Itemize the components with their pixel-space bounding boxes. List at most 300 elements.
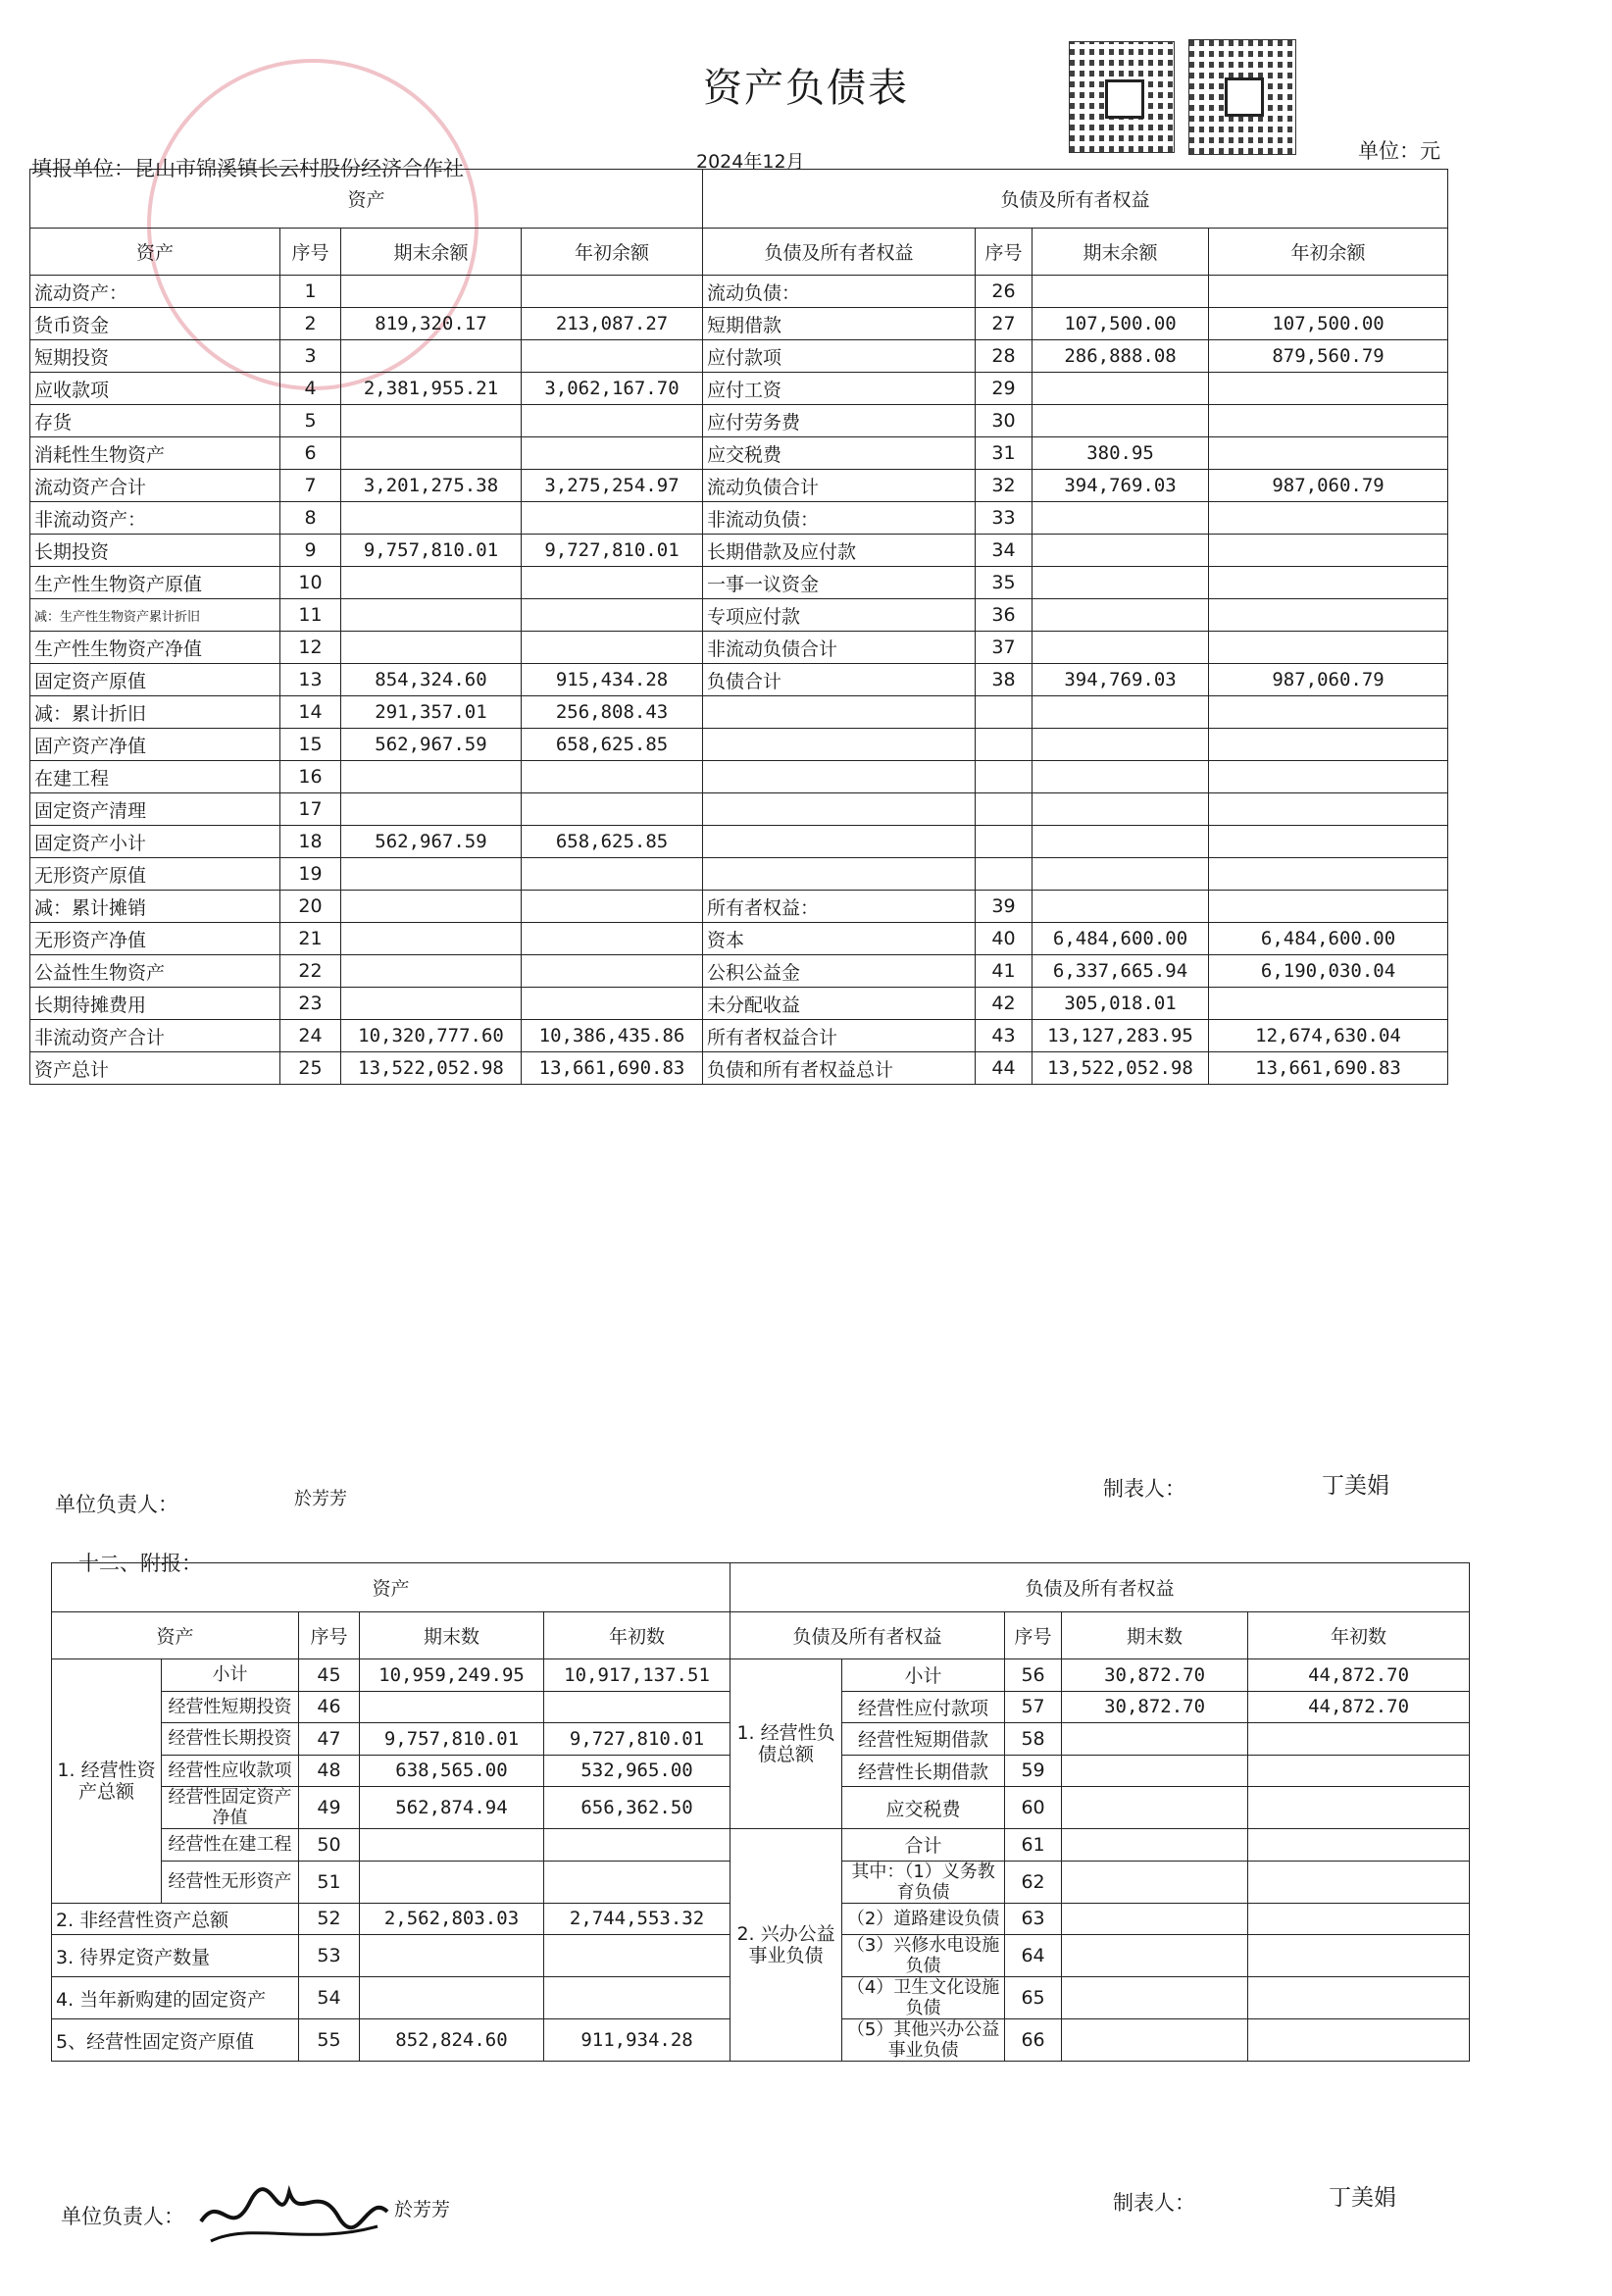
liab-seq: 37 [976,632,1033,664]
asset-name: 非流动资产合计 [30,1020,280,1052]
asset-seq: 8 [280,502,341,535]
asset-end-value [341,923,522,955]
report-period: 2024年12月 [696,151,805,173]
asset-seq: 25 [280,1052,341,1085]
liab-seq: 35 [976,567,1033,599]
liab-begin-value [1248,1755,1470,1787]
asset-begin-value [522,599,703,632]
asset-begin-value: 3,275,254.97 [522,470,703,502]
asset-end-value: 852,824.60 [360,2019,544,2062]
asset-end-value: 9,757,810.01 [360,1723,544,1756]
liab-end-value [1033,826,1209,858]
asset-begin-value: 13,661,690.83 [522,1052,703,1085]
liab-seq: 59 [1005,1755,1062,1787]
liab-end-value: 30,872.70 [1062,1691,1248,1723]
asset-begin-value [522,793,703,826]
asset-name: 生产性生物资产原值 [30,567,280,599]
asset-end-value [360,1861,544,1903]
col-asset-header: 资产 [30,229,280,276]
asset-begin-value: 2,744,553.32 [544,1903,730,1935]
asset-begin-value: 10,386,435.86 [522,1020,703,1052]
table-row [30,826,1448,858]
liab-begin-value [1248,1977,1470,2019]
liab-seq: 65 [1005,1977,1062,2019]
asset-begin-value: 3,062,167.70 [522,373,703,405]
asset-name: 在建工程 [30,761,280,793]
asset-end-value: 562,967.59 [341,729,522,761]
asset-end-value [341,632,522,664]
liab-end-value [1033,599,1209,632]
asset-name: 非流动资产： [30,502,280,535]
main-maker-name: 丁美娟 [1322,1473,1389,1499]
app-responsible-name: 於芳芳 [394,2199,451,2220]
liab-seq: 38 [976,664,1033,696]
main-responsible-name: 於芳芳 [294,1489,347,1509]
liab-seq: 30 [976,405,1033,437]
liab-seq: 34 [976,535,1033,567]
asset-name: 固定资产原值 [30,664,280,696]
asset-seq: 20 [280,891,341,923]
liab-end-value [1062,1861,1248,1903]
liab-seq: 66 [1005,2019,1062,2062]
asset-name: 消耗性生物资产 [30,437,280,470]
app-col-begin: 年初数 [544,1612,730,1659]
asset-name: 无形资产净值 [30,923,280,955]
liab-end-value [1033,405,1209,437]
signature-icon [191,2163,397,2251]
page-title: 资产负债表 [703,66,909,111]
col-end2-header: 期末余额 [1033,229,1209,276]
liab-name: 合计 [842,1829,1005,1862]
asset-seq: 1 [280,276,341,308]
asset-seq: 54 [299,1977,360,2019]
asset-begin-value [522,891,703,923]
asset-end-value [360,1829,544,1862]
asset-begin-value: 911,934.28 [544,2019,730,2062]
liab-seq [976,696,1033,729]
table-row [30,437,1448,470]
table-row [30,373,1448,405]
liab-end-value [1062,1787,1248,1829]
asset-name: 固定资产小计 [30,826,280,858]
asset-name: 存货 [30,405,280,437]
liab-name [703,761,976,793]
asset-name: 经营性在建工程 [162,1829,299,1862]
asset-name: 公益性生物资产 [30,955,280,988]
asset-name: 长期待摊费用 [30,988,280,1020]
liab-begin-value [1209,567,1448,599]
asset-begin-value: 256,808.43 [522,696,703,729]
asset-begin-value [522,340,703,373]
asset-begin-value: 532,965.00 [544,1755,730,1787]
liab-end-value [1062,1723,1248,1756]
asset-begin-value: 10,917,137.51 [544,1659,730,1692]
liab-begin-value: 6,484,600.00 [1209,923,1448,955]
asset-begin-value: 915,434.28 [522,664,703,696]
asset-seq: 12 [280,632,341,664]
table-row [30,793,1448,826]
liab-seq [976,729,1033,761]
liab-begin-value [1209,696,1448,729]
app-col-asset: 资产 [52,1612,299,1659]
asset-name: 经营性应收款项 [162,1755,299,1787]
liab-seq: 29 [976,373,1033,405]
balance-sheet-table [29,169,1448,1085]
liab-seq: 39 [976,891,1033,923]
asset-end-value [360,1935,544,1977]
asset-end-value [341,955,522,988]
liab-begin-value [1209,502,1448,535]
asset-begin-value [522,988,703,1020]
liab-begin-value: 13,661,690.83 [1209,1052,1448,1085]
asset-seq: 11 [280,599,341,632]
asset-name: 减：累计摊销 [30,891,280,923]
table-row [30,1020,1448,1052]
asset-name: 减：累计折旧 [30,696,280,729]
app-col-seq: 序号 [299,1612,360,1659]
table-row [30,988,1448,1020]
table-row [30,470,1448,502]
asset-name: 短期投资 [30,340,280,373]
liab-seq: 62 [1005,1861,1062,1903]
liab-begin-value [1248,1829,1470,1862]
col-seq2-header: 序号 [976,229,1033,276]
asset-end-value [341,502,522,535]
asset-end-value: 291,357.01 [341,696,522,729]
asset-seq: 55 [299,2019,360,2062]
liab-end-value: 394,769.03 [1033,470,1209,502]
liab-end-value [1033,793,1209,826]
asset-seq: 24 [280,1020,341,1052]
app-col-end2: 期末数 [1062,1612,1248,1659]
liab-begin-value [1209,988,1448,1020]
unit-company: 填报单位：昆山市锦溪镇长云村股份经济合作社 [31,157,464,180]
liab-begin-value [1248,1787,1470,1829]
liab-name: 流动负债合计 [703,470,976,502]
liab-name: 非流动负债： [703,502,976,535]
table-row [30,567,1448,599]
liab-name: 应交税费 [703,437,976,470]
liab-end-value [1033,858,1209,891]
qr-code-icon [1069,41,1175,153]
liab-end-value: 6,337,665.94 [1033,955,1209,988]
group-public-liab: 2. 兴办公益事业负债 [730,1829,842,2062]
liab-seq: 64 [1005,1935,1062,1977]
asset-seq: 52 [299,1903,360,1935]
asset-end-value: 13,522,052.98 [341,1052,522,1085]
table-row [30,923,1448,955]
asset-begin-value: 9,727,810.01 [544,1723,730,1756]
liab-name: 未分配收益 [703,988,976,1020]
liab-name: （4）卫生文化设施负债 [842,1977,1005,2019]
liab-end-value [1033,276,1209,308]
liab-end-value [1033,729,1209,761]
asset-end-value: 2,381,955.21 [341,373,522,405]
liab-end-value [1033,567,1209,599]
liab-name: 应付劳务费 [703,405,976,437]
liab-end-value: 286,888.08 [1033,340,1209,373]
asset-name: 资产总计 [30,1052,280,1085]
app-maker-label: 制表人： [1113,2191,1195,2215]
asset-end-value: 2,562,803.03 [360,1903,544,1935]
liab-end-value [1033,535,1209,567]
table-row [52,1829,1470,1862]
asset-begin-value [522,923,703,955]
asset-seq: 3 [280,340,341,373]
liab-name: 负债和所有者权益总计 [703,1052,976,1085]
liab-begin-value [1209,891,1448,923]
asset-name: 应收款项 [30,373,280,405]
liab-end-value [1033,502,1209,535]
asset-name: 减：生产性生物资产累计折旧 [30,599,280,632]
asset-name: 2. 非经营性资产总额 [52,1903,299,1935]
asset-begin-value: 213,087.27 [522,308,703,340]
section-liab-header: 负债及所有者权益 [703,170,1448,229]
liab-end-value: 13,522,052.98 [1033,1052,1209,1085]
asset-seq: 6 [280,437,341,470]
liab-begin-value: 987,060.79 [1209,664,1448,696]
liab-name: （5）其他兴办公益事业负债 [842,2019,1005,2062]
liab-seq: 42 [976,988,1033,1020]
app-col-seq2: 序号 [1005,1612,1062,1659]
liab-seq: 27 [976,308,1033,340]
liab-name [703,696,976,729]
liab-seq: 33 [976,502,1033,535]
col-seq-header: 序号 [280,229,341,276]
asset-seq: 13 [280,664,341,696]
asset-begin-value [544,1977,730,2019]
liab-begin-value [1209,599,1448,632]
main-responsible-label: 单位负责人： [55,1493,178,1516]
liab-seq: 26 [976,276,1033,308]
liab-begin-value [1209,826,1448,858]
asset-name: 经营性固定资产净值 [162,1787,299,1829]
liab-end-value [1033,373,1209,405]
asset-end-value [341,891,522,923]
asset-name: 固定资产清理 [30,793,280,826]
liab-begin-value [1209,761,1448,793]
liab-name: （3）兴修水电设施负债 [842,1935,1005,1977]
liab-seq: 58 [1005,1723,1062,1756]
liab-end-value [1033,696,1209,729]
liab-name: 一事一议资金 [703,567,976,599]
currency-unit: 单位：元 [1358,139,1440,163]
table-row [30,535,1448,567]
liab-end-value: 13,127,283.95 [1033,1020,1209,1052]
liab-end-value [1062,1935,1248,1977]
asset-end-value: 562,967.59 [341,826,522,858]
liab-name [703,826,976,858]
table-row [30,664,1448,696]
liab-begin-value [1248,1861,1470,1903]
asset-seq: 51 [299,1861,360,1903]
group-operating-liab: 1. 经营性负债总额 [730,1659,842,1829]
liab-seq: 60 [1005,1787,1062,1829]
table-row [30,858,1448,891]
liab-end-value: 6,484,600.00 [1033,923,1209,955]
liab-name: 非流动负债合计 [703,632,976,664]
asset-begin-value [522,502,703,535]
asset-begin-value: 9,727,810.01 [522,535,703,567]
liab-end-value [1033,891,1209,923]
liab-begin-value [1209,535,1448,567]
app-col-liab: 负债及所有者权益 [730,1612,1005,1659]
asset-begin-value [544,1691,730,1723]
asset-end-value [341,405,522,437]
asset-seq: 5 [280,405,341,437]
liab-begin-value [1209,632,1448,664]
liab-seq [976,793,1033,826]
table-row [30,761,1448,793]
liab-name: 应付款项 [703,340,976,373]
liab-end-value [1033,632,1209,664]
asset-end-value [341,276,522,308]
asset-seq: 22 [280,955,341,988]
liab-end-value [1062,2019,1248,2062]
liab-end-value: 305,018.01 [1033,988,1209,1020]
liab-name: 应付工资 [703,373,976,405]
asset-seq: 4 [280,373,341,405]
asset-seq: 50 [299,1829,360,1862]
app-responsible-label: 单位负责人： [61,2205,184,2228]
asset-begin-value [522,858,703,891]
asset-name: 无形资产原值 [30,858,280,891]
asset-name: 长期投资 [30,535,280,567]
asset-seq: 21 [280,923,341,955]
asset-end-value [341,437,522,470]
asset-seq: 47 [299,1723,360,1756]
asset-seq: 2 [280,308,341,340]
table-row [30,276,1448,308]
asset-name: 流动资产： [30,276,280,308]
liab-name: 经营性应付款项 [842,1691,1005,1723]
liab-begin-value [1248,1723,1470,1756]
liab-seq: 57 [1005,1691,1062,1723]
liab-seq: 56 [1005,1659,1062,1692]
app-col-end: 期末数 [360,1612,544,1659]
asset-end-value [341,567,522,599]
app-col-begin2: 年初数 [1248,1612,1470,1659]
liab-begin-value [1209,405,1448,437]
liab-begin-value [1209,437,1448,470]
asset-begin-value: 656,362.50 [544,1787,730,1829]
asset-name: 3. 待界定资产数量 [52,1935,299,1977]
asset-end-value [341,858,522,891]
asset-seq: 19 [280,858,341,891]
liab-name: 负债合计 [703,664,976,696]
app-maker-name: 丁美娟 [1329,2185,1396,2211]
liab-begin-value: 44,872.70 [1248,1659,1470,1692]
asset-end-value: 10,959,249.95 [360,1659,544,1692]
asset-begin-value [522,405,703,437]
liab-begin-value [1248,1935,1470,1977]
liab-seq [976,858,1033,891]
app-section-assets: 资产 [52,1563,730,1612]
table-row [30,599,1448,632]
asset-begin-value: 658,625.85 [522,826,703,858]
col-liab-header: 负债及所有者权益 [703,229,976,276]
liab-seq [976,761,1033,793]
liab-begin-value [1209,793,1448,826]
liab-begin-value [1248,1903,1470,1935]
asset-name: 生产性生物资产净值 [30,632,280,664]
asset-begin-value [544,1829,730,1862]
liab-begin-value: 107,500.00 [1209,308,1448,340]
liab-begin-value [1209,858,1448,891]
table-row [30,696,1448,729]
asset-name: 经营性长期投资 [162,1723,299,1756]
liab-name: 所有者权益： [703,891,976,923]
asset-end-value [360,1691,544,1723]
appendix-title: 十二、附报： [78,1552,202,1575]
asset-end-value: 562,874.94 [360,1787,544,1829]
liab-name: 小计 [842,1659,1005,1692]
asset-name: 货币资金 [30,308,280,340]
col-begin2-header: 年初余额 [1209,229,1448,276]
asset-end-value: 854,324.60 [341,664,522,696]
liab-begin-value: 879,560.79 [1209,340,1448,373]
liab-begin-value [1248,2019,1470,2062]
asset-seq: 49 [299,1787,360,1829]
liab-end-value [1062,1755,1248,1787]
liab-name: 资本 [703,923,976,955]
asset-end-value [341,599,522,632]
qr-code-icon [1188,39,1296,155]
liab-seq [976,826,1033,858]
liab-begin-value: 987,060.79 [1209,470,1448,502]
table-row [30,729,1448,761]
asset-end-value [341,793,522,826]
asset-seq: 48 [299,1755,360,1787]
liab-seq: 43 [976,1020,1033,1052]
main-maker-label: 制表人： [1103,1477,1185,1501]
app-section-liab: 负债及所有者权益 [730,1563,1470,1612]
liab-seq: 31 [976,437,1033,470]
asset-begin-value [544,1935,730,1977]
liab-name: （2）道路建设负债 [842,1903,1005,1935]
liab-end-value [1062,1829,1248,1862]
table-row [30,632,1448,664]
asset-end-value [360,1977,544,2019]
table-row [30,891,1448,923]
asset-end-value: 9,757,810.01 [341,535,522,567]
liab-end-value: 30,872.70 [1062,1659,1248,1692]
asset-seq: 46 [299,1691,360,1723]
liab-seq: 28 [976,340,1033,373]
liab-name [703,729,976,761]
asset-seq: 14 [280,696,341,729]
liab-name: 经营性长期借款 [842,1755,1005,1787]
liab-name: 经营性短期借款 [842,1723,1005,1756]
table-row [30,308,1448,340]
liab-begin-value: 12,674,630.04 [1209,1020,1448,1052]
liab-seq: 32 [976,470,1033,502]
liab-seq: 40 [976,923,1033,955]
liab-begin-value [1209,729,1448,761]
asset-name: 经营性短期投资 [162,1691,299,1723]
asset-seq: 10 [280,567,341,599]
liab-end-value [1062,1903,1248,1935]
asset-end-value [341,340,522,373]
asset-begin-value [522,761,703,793]
liab-name: 专项应付款 [703,599,976,632]
asset-begin-value [522,632,703,664]
asset-end-value: 10,320,777.60 [341,1020,522,1052]
asset-seq: 18 [280,826,341,858]
asset-begin-value [522,567,703,599]
asset-seq: 16 [280,761,341,793]
appendix-table [51,1562,1470,2062]
